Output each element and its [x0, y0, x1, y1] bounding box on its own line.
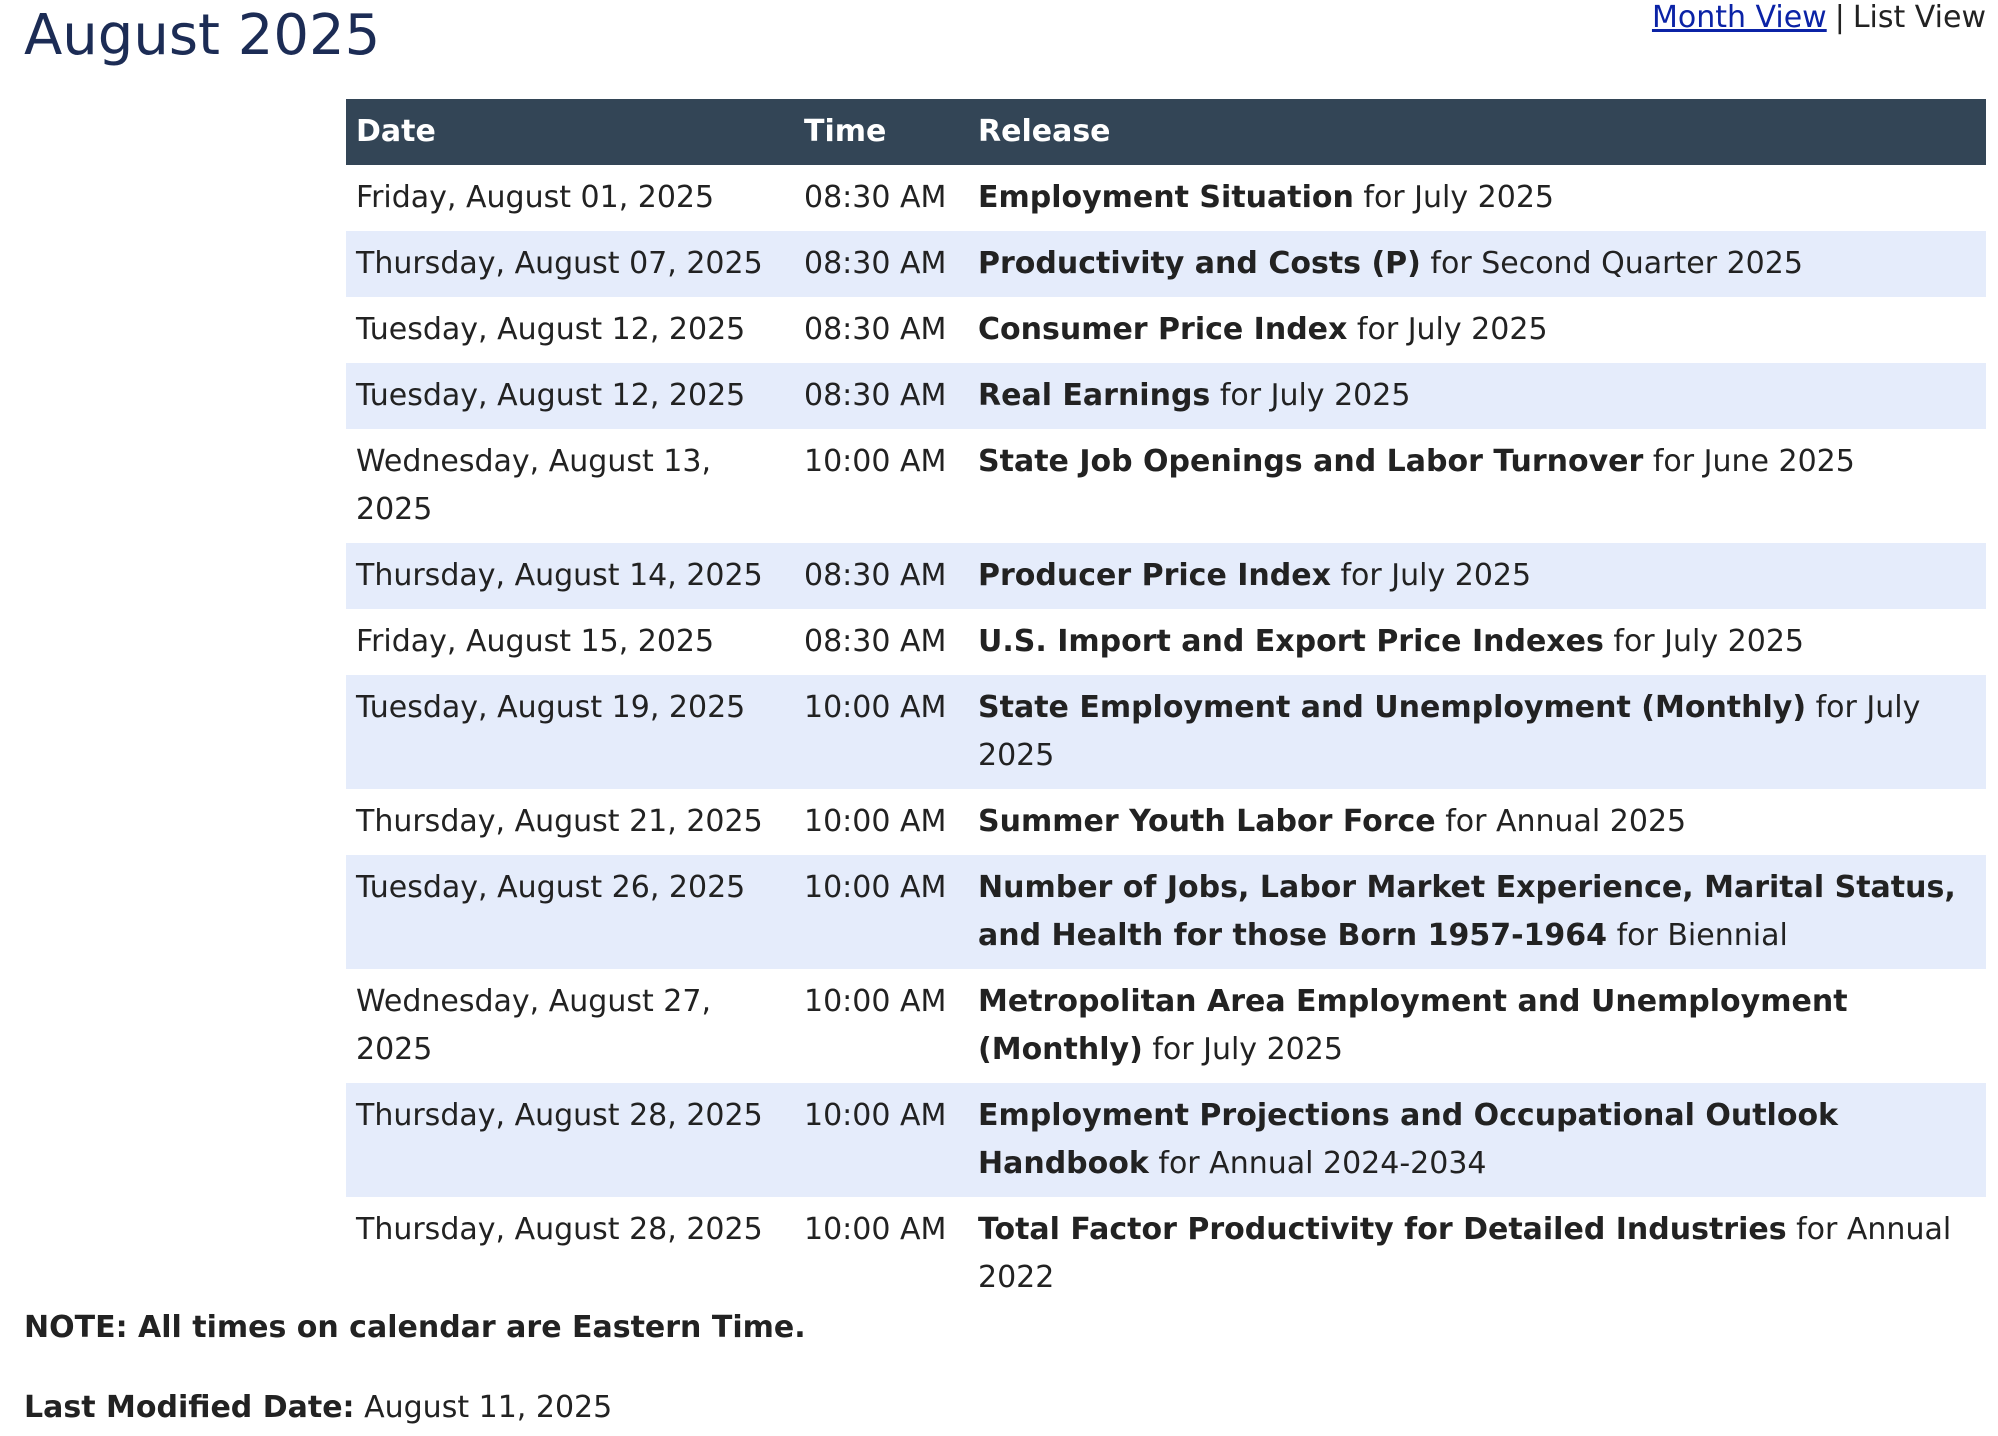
release-cell — [968, 1083, 1986, 1197]
release-cell — [968, 855, 1986, 969]
release-date: Tuesday, August 12, 2025 — [346, 363, 794, 429]
release-date: Tuesday, August 19, 2025 — [346, 675, 794, 789]
release-name: State Job Openings and Labor Turnover — [978, 444, 1644, 479]
release-name: Metropolitan Area Employment and Unemployment (Monthly) — [978, 984, 1848, 1067]
release-period: for July 2025 — [1603, 624, 1805, 659]
release-period: for July 2025 — [1330, 558, 1532, 593]
release-column-header: Release — [968, 99, 1986, 165]
release-name: Number of Jobs, Labor Market Experience, Marital Status, and Health for those Born 1957-1964 — [978, 870, 1956, 953]
month-view-link[interactable]: Month View — [1651, 0, 1827, 35]
table-row — [346, 609, 1986, 675]
release-cell — [968, 363, 1986, 429]
view-separator: | — [1834, 0, 1845, 35]
table-row — [346, 231, 1986, 297]
release-time: 08:30 AM — [794, 297, 968, 363]
table-row — [346, 543, 1986, 609]
time-column-header: Time — [794, 99, 968, 165]
release-cell — [968, 609, 1986, 675]
release-time: 08:30 AM — [794, 165, 968, 231]
release-date: Thursday, August 07, 2025 — [346, 231, 794, 297]
release-date: Thursday, August 28, 2025 — [346, 1197, 794, 1311]
release-date: Thursday, August 28, 2025 — [346, 1083, 794, 1197]
list-view-label: List View — [1852, 0, 1986, 35]
table-row — [346, 675, 1986, 789]
release-cell — [968, 231, 1986, 297]
date-column-header: Date — [346, 99, 794, 165]
release-cell — [968, 969, 1986, 1083]
last-modified — [24, 1384, 612, 1432]
release-time: 10:00 AM — [794, 675, 968, 789]
release-period: for Annual 2025 — [1435, 804, 1687, 839]
table-row — [346, 855, 1986, 969]
release-name: Consumer Price Index — [978, 312, 1348, 347]
release-time: 08:30 AM — [794, 543, 968, 609]
release-time: 10:00 AM — [794, 429, 968, 543]
view-switch — [1652, 0, 1986, 36]
release-date: Thursday, August 14, 2025 — [346, 543, 794, 609]
release-name: Employment Projections and Occupational Outlook Handbook — [978, 1098, 1839, 1181]
release-cell — [968, 297, 1986, 363]
release-date: Wednesday, August 27, 2025 — [346, 969, 794, 1083]
release-name: Summer Youth Labor Force — [978, 804, 1436, 839]
release-cell — [968, 429, 1986, 543]
release-period: for Second Quarter 2025 — [1420, 246, 1803, 281]
release-cell — [968, 1197, 1986, 1311]
release-date: Tuesday, August 12, 2025 — [346, 297, 794, 363]
release-cell — [968, 789, 1986, 855]
table-row — [346, 789, 1986, 855]
release-cell — [968, 675, 1986, 789]
release-name: Producer Price Index — [978, 558, 1331, 593]
release-table-body — [346, 165, 1986, 1311]
release-date: Tuesday, August 26, 2025 — [346, 855, 794, 969]
last-modified-date: August 11, 2025 — [354, 1390, 613, 1425]
release-period: for July 2025 — [1210, 378, 1411, 413]
release-date: Wednesday, August 13, 2025 — [346, 429, 794, 543]
release-date: Thursday, August 21, 2025 — [346, 789, 794, 855]
table-row — [346, 1083, 1986, 1197]
release-period: for Biennial — [1607, 918, 1788, 953]
release-name: Productivity and Costs (P) — [978, 246, 1421, 281]
release-period: for July 2025 — [1353, 180, 1555, 215]
release-date: Friday, August 15, 2025 — [346, 609, 794, 675]
release-period: for Annual 2022 — [978, 1212, 1952, 1295]
page-title: August 2025 — [24, 3, 381, 68]
release-time: 08:30 AM — [794, 231, 968, 297]
release-time: 10:00 AM — [794, 1083, 968, 1197]
table-row — [346, 429, 1986, 543]
release-cell — [968, 165, 1986, 231]
release-period: for July 2025 — [1142, 1032, 1343, 1067]
release-name: Total Factor Productivity for Detailed Industries — [978, 1212, 1787, 1247]
last-modified-label: Last Modified Date: — [24, 1390, 355, 1425]
table-row — [346, 165, 1986, 231]
release-name: State Employment and Unemployment (Monthly) — [978, 690, 1807, 725]
release-period: for June 2025 — [1643, 444, 1855, 479]
table-row — [346, 969, 1986, 1083]
release-name: Real Earnings — [978, 378, 1211, 413]
release-time: 10:00 AM — [794, 969, 968, 1083]
release-time: 10:00 AM — [794, 855, 968, 969]
table-header-row — [346, 99, 1986, 165]
release-cell — [968, 543, 1986, 609]
timezone-note: NOTE: All times on calendar are Eastern Time. — [24, 1310, 806, 1345]
release-name: Employment Situation — [978, 180, 1354, 215]
release-time: 08:30 AM — [794, 363, 968, 429]
release-name: U.S. Import and Export Price Indexes — [978, 624, 1604, 659]
release-period: for Annual 2024-2034 — [1148, 1146, 1487, 1181]
table-row — [346, 297, 1986, 363]
release-time: 08:30 AM — [794, 609, 968, 675]
release-date: Friday, August 01, 2025 — [346, 165, 794, 231]
release-calendar-table — [346, 99, 1986, 1311]
release-time: 10:00 AM — [794, 789, 968, 855]
release-period: for July 2025 — [1347, 312, 1548, 347]
table-row — [346, 1197, 1986, 1311]
table-row — [346, 363, 1986, 429]
release-time: 10:00 AM — [794, 1197, 968, 1311]
release-period: for July 2025 — [978, 690, 1921, 773]
